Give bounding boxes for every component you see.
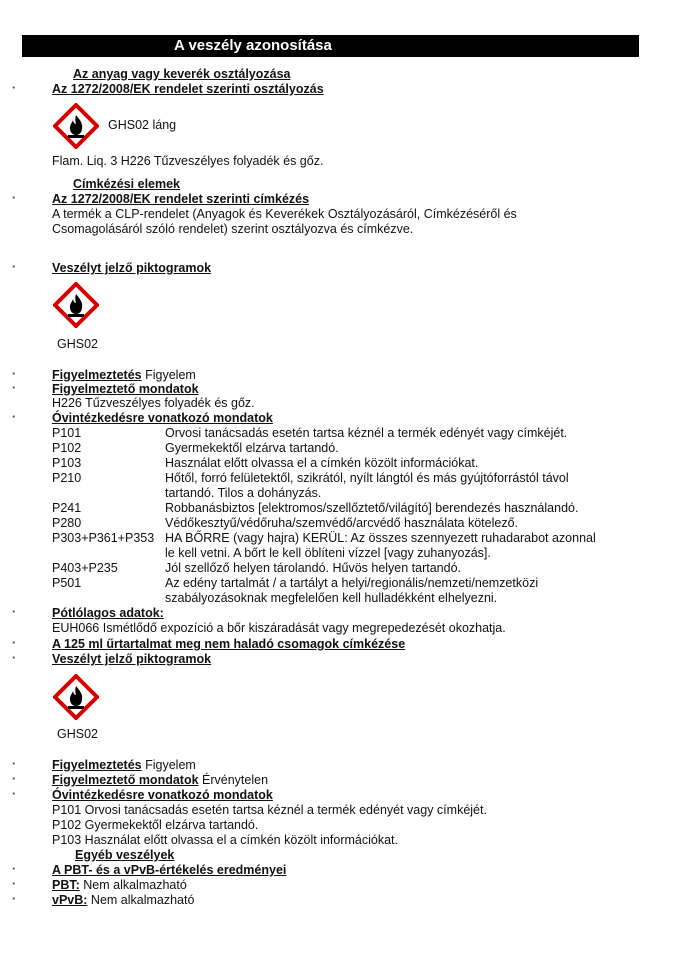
classification-pictogram-label: GHS02 láng xyxy=(108,118,177,132)
precautionary-text: Jól szellőző helyen tárolandó. Hűvös helyen tartandó. xyxy=(165,561,462,575)
small-precautionary-line: P103 Használat előtt olvassa el a címkén közölt információkat. xyxy=(52,833,399,847)
bullet: · xyxy=(12,892,17,906)
vpvb-label: vPvB: xyxy=(52,893,88,907)
bullet: · xyxy=(12,757,17,771)
precautionary-text: Használat előtt olvassa el a címkén közölt információkat. xyxy=(165,456,479,470)
small-hazard-statements-row xyxy=(52,773,268,787)
hazard-statement: H226 Tűzveszélyes folyadék és gőz. xyxy=(52,396,255,410)
supplementary-heading: Pótlólagos adatok: xyxy=(52,606,164,620)
bullet: · xyxy=(12,381,17,395)
pbt-value: Nem alkalmazható xyxy=(83,878,187,892)
small-hazard-statements-value: Érvénytelen xyxy=(202,773,269,787)
pictogram-code: GHS02 xyxy=(57,337,98,351)
bullet: · xyxy=(12,191,17,205)
classification-heading: Az anyag vagy keverék osztályozása xyxy=(73,67,291,81)
hazard-statements-heading: Figyelmeztető mondatok xyxy=(52,382,199,396)
labelling-heading: Címkézési elemek xyxy=(73,177,181,191)
small-hazard-statements-label: Figyelmeztető mondatok xyxy=(52,773,199,787)
vpvb-row xyxy=(52,893,194,907)
bullet: · xyxy=(12,367,17,381)
bullet: · xyxy=(12,410,17,424)
classification-regulation: Az 1272/2008/EK rendelet szerinti osztályozás xyxy=(52,82,324,96)
small-precautionary-line: P102 Gyermekektől elzárva tartandó. xyxy=(52,818,259,832)
small-signal-word-row xyxy=(52,758,196,772)
precautionary-heading: Óvintézkedésre vonatkozó mondatok xyxy=(52,411,273,425)
signal-word-row xyxy=(52,368,196,382)
precautionary-code: P403+P235 xyxy=(52,561,118,575)
classification-hazard-line: Flam. Liq. 3 H226 Tűzveszélyes folyadék és gőz. xyxy=(52,154,324,168)
bullet: · xyxy=(12,605,17,619)
flame-pictogram-icon xyxy=(53,674,99,720)
small-precautionary-line: P101 Orvosi tanácsadás esetén tartsa kéznél a termék edényét vagy címkéjét. xyxy=(52,803,487,817)
precautionary-text: Robbanásbiztos [elektromos/szellőztető/világító] berendezés használandó. xyxy=(165,501,579,515)
other-hazards-heading: Egyéb veszélyek xyxy=(75,848,175,862)
small-pictogram-code: GHS02 xyxy=(57,727,98,741)
precautionary-text: tartandó. Tilos a dohányzás. xyxy=(165,486,322,500)
precautionary-text: Az edény tartalmát / a tartályt a helyi/regionális/nemzeti/nemzetközi xyxy=(165,576,539,590)
signal-word-label: Figyelmeztetés xyxy=(52,368,142,382)
labelling-regulation: Az 1272/2008/EK rendelet szerinti címkézés xyxy=(52,192,310,206)
section-banner xyxy=(22,35,639,57)
section-title: A veszély azonosítása xyxy=(174,37,332,54)
bullet: · xyxy=(12,787,17,801)
precautionary-code: P501 xyxy=(52,576,82,590)
small-precautionary-heading: Óvintézkedésre vonatkozó mondatok xyxy=(52,788,273,802)
small-signal-word-label: Figyelmeztetés xyxy=(52,758,142,772)
small-signal-word: Figyelem xyxy=(145,758,196,772)
bullet: · xyxy=(12,877,17,891)
pbt-heading: A PBT- és a vPvB-értékelés eredményei xyxy=(52,863,287,877)
precautionary-text: Orvosi tanácsadás esetén tartsa kéznél a termék edényét vagy címkéjét. xyxy=(165,426,568,440)
labelling-text-line-2: Csomagolásáról szóló rendelet) szerint osztályozva és címkézve. xyxy=(52,222,414,236)
precautionary-code: P101 xyxy=(52,426,82,440)
vpvb-value: Nem alkalmazható xyxy=(90,893,195,907)
bullet: · xyxy=(12,260,17,274)
bullet: · xyxy=(12,81,17,95)
bullet: · xyxy=(12,651,17,665)
precautionary-code: P210 xyxy=(52,471,82,485)
precautionary-text: Gyermekektől elzárva tartandó. xyxy=(165,441,339,455)
flame-pictogram-icon xyxy=(53,103,99,149)
precautionary-text: HA BŐRRE (vagy hajra) KERÜL: Az összes szennyezett ruhadarabot azonnal xyxy=(165,531,596,545)
bullet: · xyxy=(12,636,17,650)
precautionary-code: P102 xyxy=(52,441,82,455)
flame-pictogram-icon xyxy=(53,282,99,328)
precautionary-text: Védőkesztyű/védőruha/szemvédő/arcvédő használata kötelező. xyxy=(165,516,518,530)
precautionary-text: Hőtől, forró felületektől, szikrától, nyílt lángtól és más gyújtóforrástól távol xyxy=(165,471,569,485)
pbt-row xyxy=(52,878,187,892)
precautionary-code: P241 xyxy=(52,501,82,515)
labelling-text-line-1: A termék a CLP-rendelet (Anyagok és Keverékek Osztályozásáról, Címkézéséről és xyxy=(52,207,517,221)
signal-word: Figyelem xyxy=(145,368,196,382)
small-pictograms-heading: Veszélyt jelző piktogramok xyxy=(52,652,212,666)
precautionary-code: P103 xyxy=(52,456,82,470)
bullet: · xyxy=(12,862,17,876)
bullet: · xyxy=(12,772,17,786)
small-packaging-heading: A 125 ml űrtartalmat meg nem haladó csomagok címkézése xyxy=(52,637,406,651)
precautionary-code: P280 xyxy=(52,516,82,530)
precautionary-code: P303+P361+P353 xyxy=(52,531,155,545)
supplementary-text: EUH066 Ismétlődő expozíció a bőr kiszáradását vagy megrepedezését okozhatja. xyxy=(52,621,506,635)
pbt-label: PBT: xyxy=(52,878,80,892)
pictograms-heading: Veszélyt jelző piktogramok xyxy=(52,261,212,275)
precautionary-text: le kell vetni. A bőrt le kell öblíteni vízzel [vagy zuhanyozás]. xyxy=(165,546,491,560)
precautionary-text: szabályozásoknak megfelelően kell hulladékként elhelyezni. xyxy=(165,591,498,605)
